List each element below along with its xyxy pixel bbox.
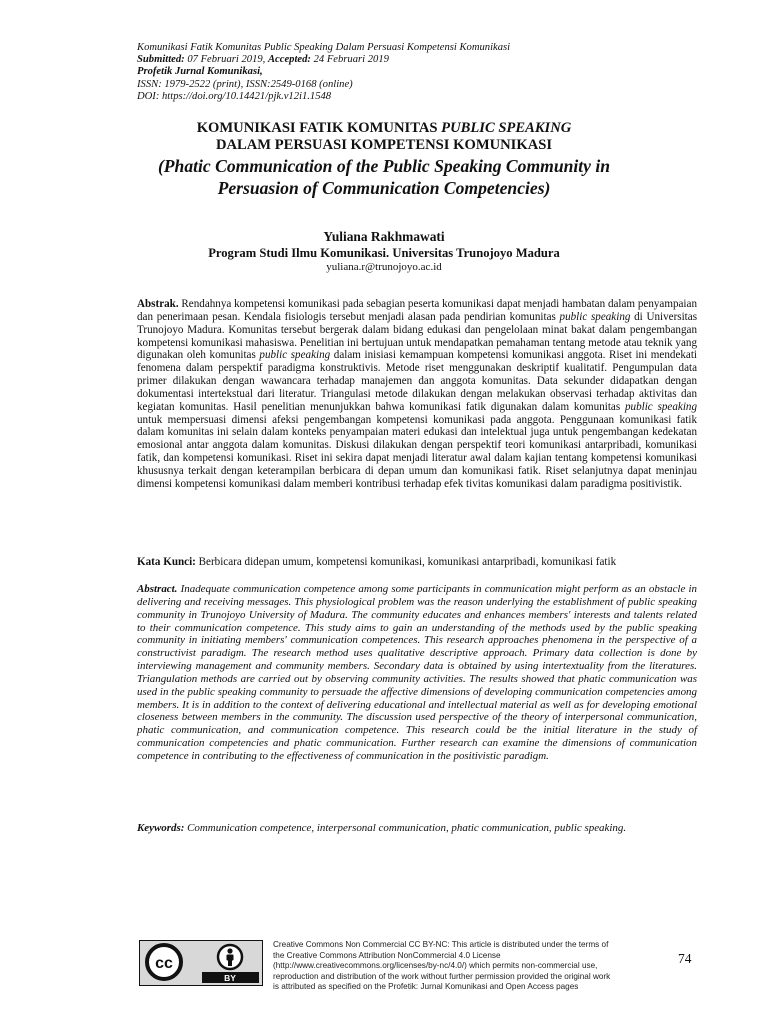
author-name: Yuliana Rakhmawati bbox=[323, 229, 445, 244]
keywords-label: Keywords: bbox=[137, 822, 185, 834]
author-affiliation: Program Studi Ilmu Komunikasi. Universitas Trunojoyo Madura bbox=[208, 246, 560, 260]
abstrak-label: Abstrak. bbox=[137, 298, 179, 310]
kata-kunci-label: Kata Kunci: bbox=[137, 556, 196, 568]
svg-text:BY: BY bbox=[224, 973, 236, 983]
abstrak-indonesian: Abstrak. Rendahnya kompetensi komunikasi pada sebagian peserta komunikasi dapat menjadi hambatan dalam penyampaian dan penerimaan pesan. Kendala fisiologis tersebut menjadi alasan pada pendirian komunitas public speaking di Universitas Trunojoyo Madura. Komunitas tersebut bergerak dalam bidang edukasi dan pengelolaan minat bakat dalam pengembangan kompetensi komunikasi mahasiswa. Penelitian ini bertujuan untuk mendapatkan pemahaman tentang metode atau teknik yang digunakan oleh komunitas public speaking dalam inisiasi kemampuan kompetensi komunikasi anggota. Riset ini mendekati fenomena dalam perspektif paradigma konstruktivis. Metode riset menggunakan deskriptif kualitatif. Pengumpulan data primer dilakukan dengan wawancara terhadap manajemen dan anggota komunitas. Data sekunder didapatkan dengan dokumentasi intertekstual dari literatur. Triangulasi metode dilakukan dengan melakukan observasi terhadap aktivitas dan kegiatan komunitas. Hasil penelitian menunjukkan bahwa komunikasi fatik digunakan dalam komunitas public speaking untuk mempersuasi dimensi afeksi pengembangan kompetensi komunikasi pada anggota. Penggunaan komunikasi fatik dalam komunitas ini selain dalam konteks penyampaian materi edukasi dan intelektual juga untuk pengembangan kedekatan emosional antar anggota dalam komunitas. Diskusi dilakukan dengan perspektif teori komunikasi antarpribadi, komunikasi fatik, dan kompetensi komunikasi. Riset ini sekira dapat menjadi literatur awal dalam kajian tentang kompetensi komunikasi khususnya terkait dengan keterampilan berbicara di depan umum dan komunikasi fatik. Riset selanjutnya dapat meninjau dimensi kompetensi komunikasi dalam memberi kontribusi terhadap efek tivitas komunikasi dalam paradigma positivistik. bbox=[137, 298, 698, 490]
submitted-date: 07 Februari 2019, bbox=[187, 54, 266, 66]
kata-kunci-text: Berbicara didepan umum, kompetensi komunikasi, komunikasi antarpribadi, komunikasi fatik bbox=[198, 556, 617, 568]
title-indonesian-line1: KOMUNIKASI FATIK KOMUNITAS PUBLIC SPEAKING bbox=[196, 120, 572, 136]
abstract-label: Abstract. bbox=[137, 583, 178, 595]
page-number: 74 bbox=[678, 951, 692, 966]
accepted-date: 24 Februari 2019 bbox=[313, 54, 389, 66]
journal-name: Profetik Jurnal Komunikasi, bbox=[137, 66, 263, 78]
cc-badge-graphic bbox=[140, 941, 261, 984]
keywords-text: Communication competence, interpersonal communication, phatic communication, public speaking. bbox=[187, 822, 627, 834]
author-email: yuliana.r@trunojoyo.ac.id bbox=[326, 261, 442, 273]
abstract-english bbox=[137, 583, 697, 763]
abstract-text: Inadequate communication competence among some participants in communication might perform as an obstacle in delivering and receiving messages. This physiological problem was the reason underlying the establishment of public speaking community in Trunojoyo University of Madura. The community educates and enhances members' interests and talents related to their communication competence. This study aims to gain an understanding of the methods used by the public speaking community in initiating members' communication competences. This research approaches phenomena in the perspective of a constructivist paradigm. The research method uses qualitative descriptive approach. Primary data collection is done by interviewing management and community members. Secondary data is obtained by using intertextuality from the literatures. Triangulation methods are carried out by observing community activities. The results showed that phatic communication was used in the public speaking community to persuade the affective dimensions of developing communication competencies among members. It is in addition to the context of delivering educational and intellectual material as well as for developing emotional closeness between members in the community. The discussion used perspective of the theory of interpersonal communication, phatic communication, and communication competence. This research could be the initial literature in the study of communication competencies and phatic communication. Further research can examine the dimensions of communication competence in contributing to the effectiveness of communication in the positivistic paradigm. bbox=[137, 583, 698, 762]
keywords bbox=[137, 822, 697, 835]
title-english: (Phatic Communication of the Public Speaking Community in Persuasion of Communication Competencies) bbox=[157, 156, 611, 198]
svg-text:cc: cc bbox=[155, 955, 173, 972]
dates-line bbox=[137, 54, 657, 66]
article-meta bbox=[137, 42, 657, 103]
by-person-icon bbox=[218, 945, 242, 969]
author-info bbox=[110, 229, 658, 274]
article-title bbox=[110, 120, 658, 199]
running-header: Komunikasi Fatik Komunitas Public Speaking Dalam Persuasi Kompetensi Komunikasi bbox=[137, 42, 511, 53]
kata-kunci bbox=[137, 556, 697, 569]
doi: DOI: https://doi.org/10.14421/pjk.v12i1.1548 bbox=[137, 90, 332, 102]
title-indonesian-line2: DALAM PERSUASI KOMPETENSI KOMUNIKASI bbox=[215, 137, 553, 153]
submitted-label: Submitted: bbox=[137, 54, 185, 66]
accepted-label: Accepted: bbox=[267, 54, 311, 66]
cc-license-badge bbox=[139, 940, 263, 986]
license-text: Creative Commons Non Commercial CC BY-NC: This article is distributed under the terms of the Creative Commons Attribution NonCommercial 4.0 License (http://www.creativecommons.org/licenses/by-nc/4.0/) which permits non-commercial use, reproduction and distribution of the work without further permission provided the original work is attributed as specified on the Profetik: Jurnal Komunikasi and Open Access pages bbox=[273, 940, 611, 991]
issn: ISSN: 1979-2522 (print), ISSN:2549-0168 (online) bbox=[137, 78, 353, 90]
